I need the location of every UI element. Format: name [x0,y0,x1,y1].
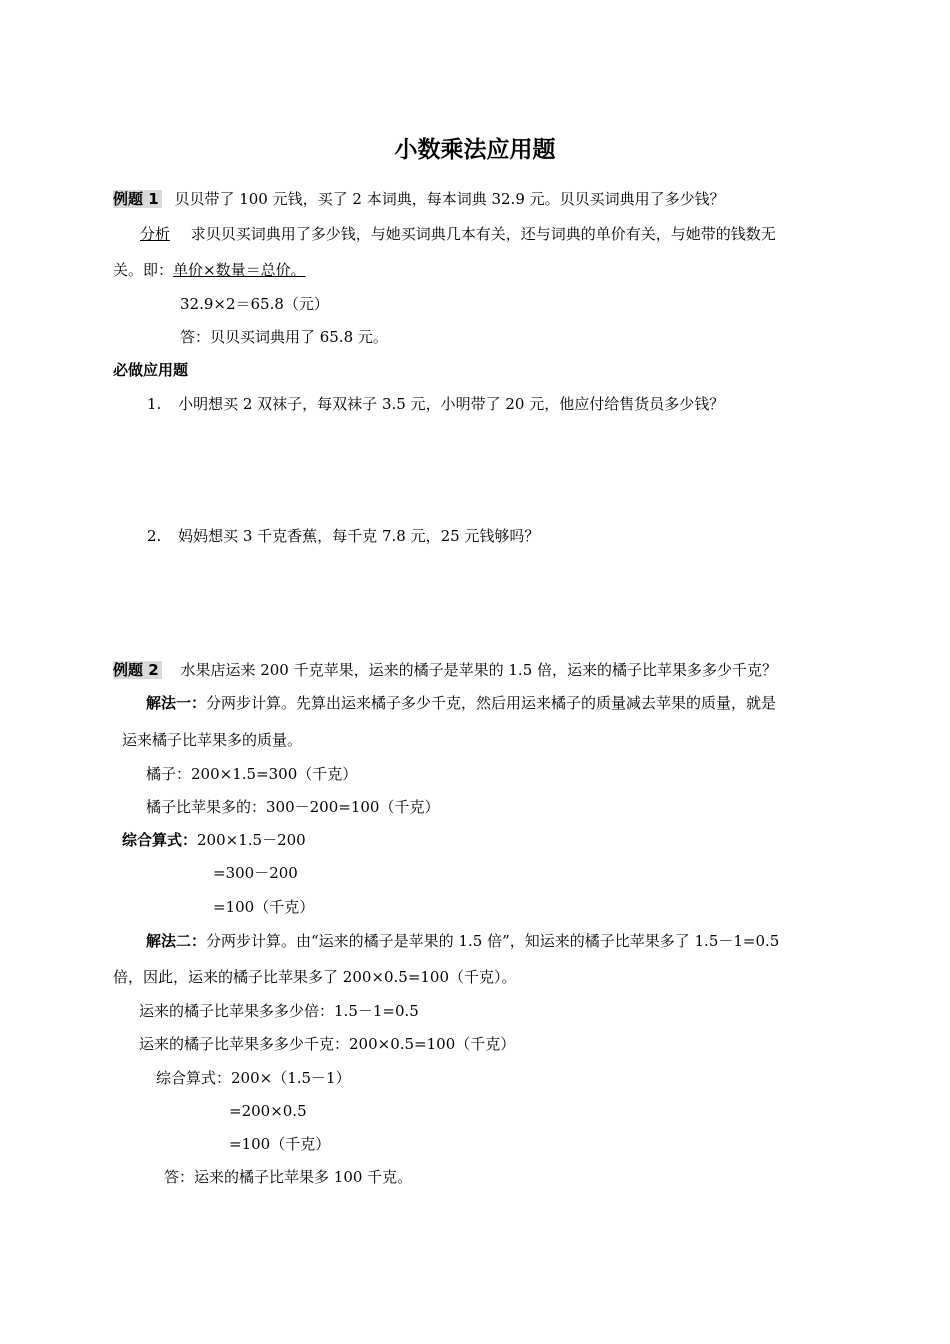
example1-line [113,189,725,209]
method2-combined-step-2: =100（千克） [229,1135,331,1153]
analysis-line-2 [113,260,306,280]
method2-step-1: 运来的橘子比苹果多多少倍：1.5－1=0.5 [139,1002,419,1020]
combined-step-1: =300－200 [213,864,298,882]
example2-label: 例题 2 [113,661,162,679]
analysis-text-1: 求贝贝买词典用了多少钱，与她买词典几本有关，还与词典的单价有关，与她带的钱数无 [190,225,776,243]
method1-step-2: 橘子比苹果多的：300－200=100（千克） [146,798,440,816]
method1-step-1: 橘子：200×1.5=300（千克） [146,765,358,783]
combined-label: 综合算式： [122,831,198,849]
method2-step-2: 运来的橘子比苹果多多少千克：200×0.5=100（千克） [139,1035,516,1053]
method2-line-1 [146,931,779,951]
method1-label: 解法一： [146,694,207,712]
method2-line-2: 倍，因此，运来的橘子比苹果多了 200×0.5=100（千克）。 [113,968,517,986]
combined-formula [122,830,306,850]
example1-answer: 答：贝贝买词典用了 65.8 元。 [180,328,388,346]
problem-number: 1. [147,395,162,413]
analysis-formula: 单价×数量＝总价。 [173,261,306,279]
problem-text: 妈妈想买 3 千克香蕉，每千克 7.8 元，25 元钱够吗？ [178,527,540,545]
method2-combined-step-1: =200×0.5 [229,1102,307,1120]
analysis-line-1 [140,224,776,244]
example1-label: 例题 1 [113,190,162,208]
required-heading: 必做应用题 [113,361,189,379]
combined-step-2: =100（千克） [213,898,315,916]
example2-answer: 答：运来的橘子比苹果多 100 千克。 [164,1168,413,1186]
method1-text-1: 分两步计算。先算出运来橘子多少千克，然后用运来橘子的质量减去苹果的质量，就是 [206,694,777,712]
method2-text-1: 分两步计算。由“运来的橘子是苹果的 1.5 倍”，知运来的橘子比苹果多了 1.5－1=0.5 [206,932,780,950]
method1-line-2: 运来橘子比苹果多的质量。 [122,731,303,749]
example1-question: 贝贝带了 100 元钱，买了 2 本词典，每本词典 32.9 元。贝贝买词典用了多少钱？ [174,190,725,208]
method2-combined: 综合算式：200×（1.5－1） [156,1069,351,1087]
problem-text: 小明想买 2 双袜子，每双袜子 3.5 元，小明带了 20 元，他应付给售货员多少钱？ [178,395,725,413]
analysis-prefix: 关。即： [113,261,174,279]
problem-2 [147,526,539,546]
example1-calc: 32.9×2＝65.8（元） [180,295,329,313]
method1-line-1 [146,693,776,713]
example2-line [113,660,777,680]
combined-expression: 200×1.5－200 [197,831,306,849]
example2-question: 水果店运来 200 千克苹果，运来的橘子是苹果的 1.5 倍，运来的橘子比苹果多多少千克？ [180,661,778,679]
problem-1 [147,394,724,414]
analysis-label: 分析 [140,225,171,243]
problem-number: 2. [147,527,162,545]
method2-label: 解法二： [146,932,207,950]
page-title: 小数乘法应用题 [394,137,556,163]
